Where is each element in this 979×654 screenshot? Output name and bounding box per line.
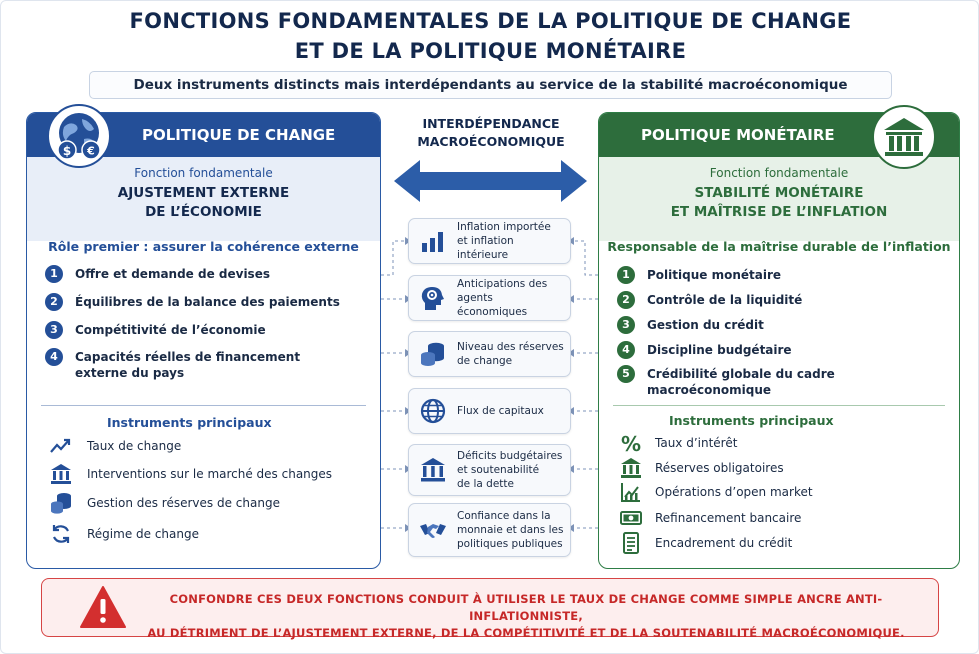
svg-text:$: $ (62, 144, 72, 158)
bar-chart-icon (419, 227, 447, 255)
interdependence-box-expectations: Anticipations des agents économiques (408, 275, 571, 321)
list-item: 4 Discipline budgétaire (617, 342, 949, 366)
exchange-function-box (27, 157, 380, 241)
list-item: Interventions sur le marché des changes (49, 467, 369, 496)
exchange-function-title-1: AJUSTEMENT EXTERNE (117, 185, 290, 201)
exchange-instruments (49, 439, 369, 555)
divider (41, 405, 366, 406)
refresh-icon (49, 522, 73, 546)
double-arrow-icon (394, 158, 587, 204)
list-item: Réserves obligatoires (619, 461, 949, 485)
exchange-role: Rôle premier : assurer la cohérence externe (48, 239, 359, 254)
monetary-instruments (619, 432, 949, 561)
handshake-icon (419, 516, 447, 544)
list-item: 3 Compétitivité de l’économie (45, 322, 370, 349)
monetary-function-title-2: ET MAÎTRISE DE L’INFLATION (670, 204, 888, 220)
list-item: 2 Équilibres de la balance des paiements (45, 294, 370, 322)
monetary-function-label: Fonction fondamentale (709, 166, 849, 180)
exchange-instruments-title: Instruments principaux (107, 415, 272, 430)
head-gear-icon (419, 284, 447, 312)
interdependence-title: INTERDÉPENDANCE MACROÉCONOMIQUE (417, 116, 565, 149)
exchange-policy-heading: POLITIQUE DE CHANGE (27, 113, 380, 157)
list-item: Régime de change (49, 527, 369, 555)
interdependence-box-confidence: Confiance dans la monnaie et dans les politiques publiques (408, 503, 571, 557)
list-item: 4 Capacités réelles de financement externe du pays (45, 349, 370, 381)
interdependence-box-capital-flows: Flux de capitaux (408, 388, 571, 434)
interdependence-box-inflation: Inflation importée et inflation intérieure (408, 218, 571, 264)
warning-icon (80, 585, 126, 629)
divider (613, 405, 945, 406)
list-item: Gestion des réserves de change (49, 496, 369, 527)
title-line-1: FONCTIONS FONDAMENTALES DE LA POLITIQUE DE CHANGE (129, 9, 852, 33)
list-item: 2 Contrôle de la liquidité (617, 292, 949, 317)
list-item: % Taux d’intérêt (620, 432, 738, 455)
list-item: Taux de change (49, 439, 369, 467)
coins-icon (49, 491, 73, 515)
coins-icon (419, 340, 447, 368)
interdependence-box-reserves: Niveau des réserves de change (408, 331, 571, 377)
bank-icon (619, 456, 643, 480)
monetary-policy-heading: POLITIQUE MONÉTAIRE (599, 113, 959, 157)
list-item: Encadrement du crédit (619, 536, 949, 561)
bank-icon (871, 104, 937, 170)
exchange-list (45, 266, 370, 381)
list-item: Refinancement bancaire (619, 511, 949, 536)
exchange-function-title-2: DE L’ÉCONOMIE (145, 204, 262, 220)
globe-currency-icon (46, 103, 112, 169)
chart-icon (619, 480, 643, 504)
exchange-function-label: Fonction fondamentale (134, 166, 273, 180)
banknote-icon (619, 506, 643, 530)
exchange-policy-panel (26, 112, 381, 569)
list-item: Opérations d’open market (619, 485, 949, 511)
list-item: 1 Offre et demande de devises (45, 266, 370, 294)
monetary-instruments-title: Instruments principaux (669, 413, 834, 428)
list-item: 3 Gestion du crédit (617, 317, 949, 342)
svg-text:%: % (620, 432, 642, 455)
warning-box (41, 578, 939, 640)
monetary-role: Responsable de la maîtrise durable de l’inflation (607, 239, 951, 254)
monetary-policy-panel (598, 112, 960, 569)
list-item: 5 Crédibilité globale du cadre macroéconomique (617, 366, 949, 398)
list-item: 1 Politique monétaire (617, 267, 949, 292)
trend-line-icon (49, 434, 73, 458)
interdependence-box-deficits: Déficits budgétaires et soutenabilité de la dette (408, 444, 571, 496)
percent-icon (619, 431, 643, 455)
document-icon (619, 531, 643, 555)
globe-icon (419, 397, 447, 425)
subtitle: Deux instruments distincts mais interdépendants au service de la stabilité macroéconomique (89, 71, 892, 99)
title-line-2: ET DE LA POLITIQUE MONÉTAIRE (294, 39, 687, 63)
monetary-function-title-1: STABILITÉ MONÉTAIRE (694, 185, 864, 201)
bank-icon (49, 462, 73, 486)
monetary-list (617, 267, 949, 398)
bank-icon (419, 456, 447, 484)
svg-text:€: € (87, 144, 95, 158)
warning-text: CONFONDRE CES DEUX FONCTIONS CONDUIT À UTILISER LE TAUX DE CHANGE COMME SIMPLE ANCRE ANTI-INFLATIONNISTE, AU DÉTRIMENT DE L’AJUSTEMENT EXTERNE, DE LA COMPÉTITIVITÉ ET DE LA SOUTENABILITÉ MACROÉCONOMIQUE. (147, 592, 905, 640)
